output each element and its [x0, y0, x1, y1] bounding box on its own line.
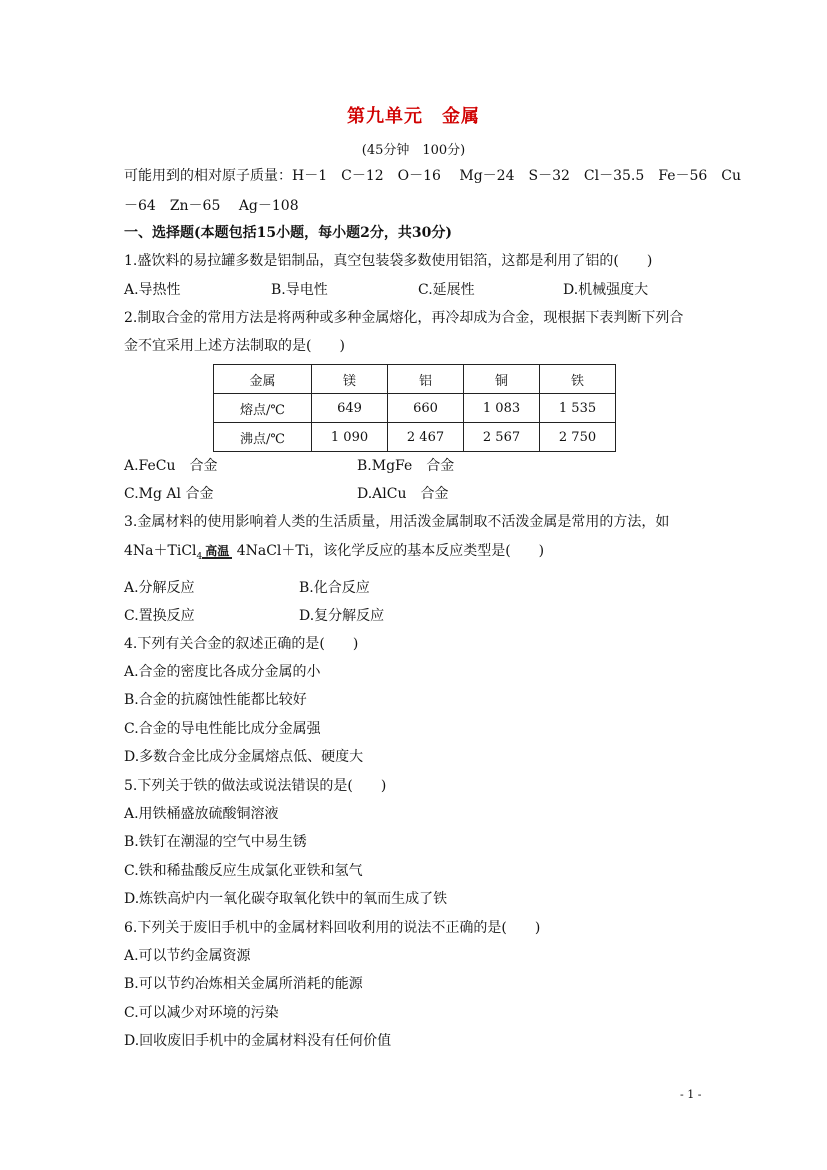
q2-stem-line-2: 金不宜采用上述方法制取的是( ) — [124, 338, 345, 354]
table-row — [214, 423, 616, 452]
reaction-condition: 高温 — [205, 544, 230, 558]
table-cell: 1 083 — [464, 394, 540, 423]
page-title: 第九单元 金属 — [347, 106, 480, 127]
q6-option-c: C.可以减少对环境的污染 — [124, 1005, 279, 1021]
table-cell: 熔点/℃ — [214, 394, 312, 423]
table-cell: 1 535 — [540, 394, 616, 423]
q2-stem-line-1: 2.制取合金的常用方法是将两种或多种金属熔化，再冷却成为合金，现根据下表判断下列合 — [124, 310, 684, 326]
q5-option-a: A.用铁桶盛放硫酸铜溶液 — [124, 806, 279, 822]
table-cell: 镁 — [312, 365, 388, 394]
q5-option-c: C.铁和稀盐酸反应生成氯化亚铁和氢气 — [124, 863, 363, 879]
q6-option-d: D.回收废旧手机中的金属材料没有任何价值 — [124, 1033, 392, 1049]
q2-option-a: A.FeCu 合金 — [124, 458, 218, 474]
table-cell: 铁 — [540, 365, 616, 394]
equation-reactants: 4Na＋TiCl — [124, 543, 197, 559]
q4-option-d: D.多数合金比成分金属熔点低、硬度大 — [124, 749, 364, 765]
q1-option-a: A.导热性 — [124, 282, 181, 298]
exam-duration-score: (45分钟 100分) — [361, 143, 466, 158]
q1-option-d: D.机械强度大 — [563, 282, 649, 298]
q1-option-b: B.导电性 — [271, 282, 328, 298]
q2-option-d: D.AlCu 合金 — [357, 486, 449, 502]
q4-option-c: C.合金的导电性能比成分金属强 — [124, 721, 321, 737]
table-cell: 金属 — [214, 365, 312, 394]
q6-option-b: B.可以节约冶炼相关金属所消耗的能源 — [124, 976, 363, 992]
table-row — [214, 394, 616, 423]
table-cell: 2 750 — [540, 423, 616, 452]
equals-line — [202, 557, 232, 559]
q3-option-b: B.化合反应 — [299, 580, 370, 596]
table-cell: 沸点/℃ — [214, 423, 312, 452]
q5-option-d: D.炼铁高炉内一氧化碳夺取氧化铁中的氧而生成了铁 — [124, 891, 448, 907]
table-cell: 1 090 — [312, 423, 388, 452]
table-header-row — [214, 365, 616, 394]
q3-option-c: C.置换反应 — [124, 608, 195, 624]
q5-stem: 5.下列关于铁的做法或说法错误的是( ) — [124, 778, 387, 794]
q6-stem: 6.下列关于废旧手机中的金属材料回收利用的说法不正确的是( ) — [124, 920, 541, 936]
q4-stem: 4.下列有关合金的叙述正确的是( ) — [124, 636, 359, 652]
q2-option-b: B.MgFe 合金 — [357, 458, 455, 474]
q3-stem-line-1: 3.金属材料的使用影响着人类的生活质量，用活泼金属制取不活泼金属是常用的方法，如 — [124, 514, 670, 530]
q3-option-a: A.分解反应 — [124, 580, 195, 596]
table-cell: 660 — [388, 394, 464, 423]
atomic-mass-line-2: －64 Zn－65 Ag－108 — [124, 198, 299, 214]
page-number: - 1 - — [680, 1088, 702, 1101]
table-cell: 649 — [312, 394, 388, 423]
atomic-mass-line-1: 可能用到的相对原子质量：H－1 C－12 O－16 Mg－24 S－32 Cl－35.5 Fe－56 Cu — [124, 168, 742, 184]
q3-equation-line — [124, 541, 544, 567]
section-heading: 一、选择题(本题包括15小题，每小题2分，共30分) — [124, 225, 452, 241]
q2-option-c: C.Mg Al 合金 — [124, 486, 214, 502]
table-cell: 2 567 — [464, 423, 540, 452]
equation-subscript: 4 — [196, 551, 203, 562]
table-cell: 2 467 — [388, 423, 464, 452]
q1-stem: 1.盛饮料的易拉罐多数是铝制品，真空包装袋多数使用铝箔，这都是利用了铝的( ) — [124, 253, 653, 269]
reaction-condition-arrow — [202, 541, 232, 561]
equation-products: 4NaCl＋Ti，该化学反应的基本反应类型是( ) — [232, 543, 545, 559]
melting-boiling-point-table — [213, 364, 616, 452]
q4-option-a: A.合金的密度比各成分金属的小 — [124, 664, 321, 680]
q3-option-d: D.复分解反应 — [299, 608, 385, 624]
q5-option-b: B.铁钉在潮湿的空气中易生锈 — [124, 834, 307, 850]
table-cell: 铜 — [464, 365, 540, 394]
q4-option-b: B.合金的抗腐蚀性能都比较好 — [124, 692, 307, 708]
table-cell: 铝 — [388, 365, 464, 394]
q6-option-a: A.可以节约金属资源 — [124, 948, 251, 964]
q1-option-c: C.延展性 — [418, 282, 475, 298]
